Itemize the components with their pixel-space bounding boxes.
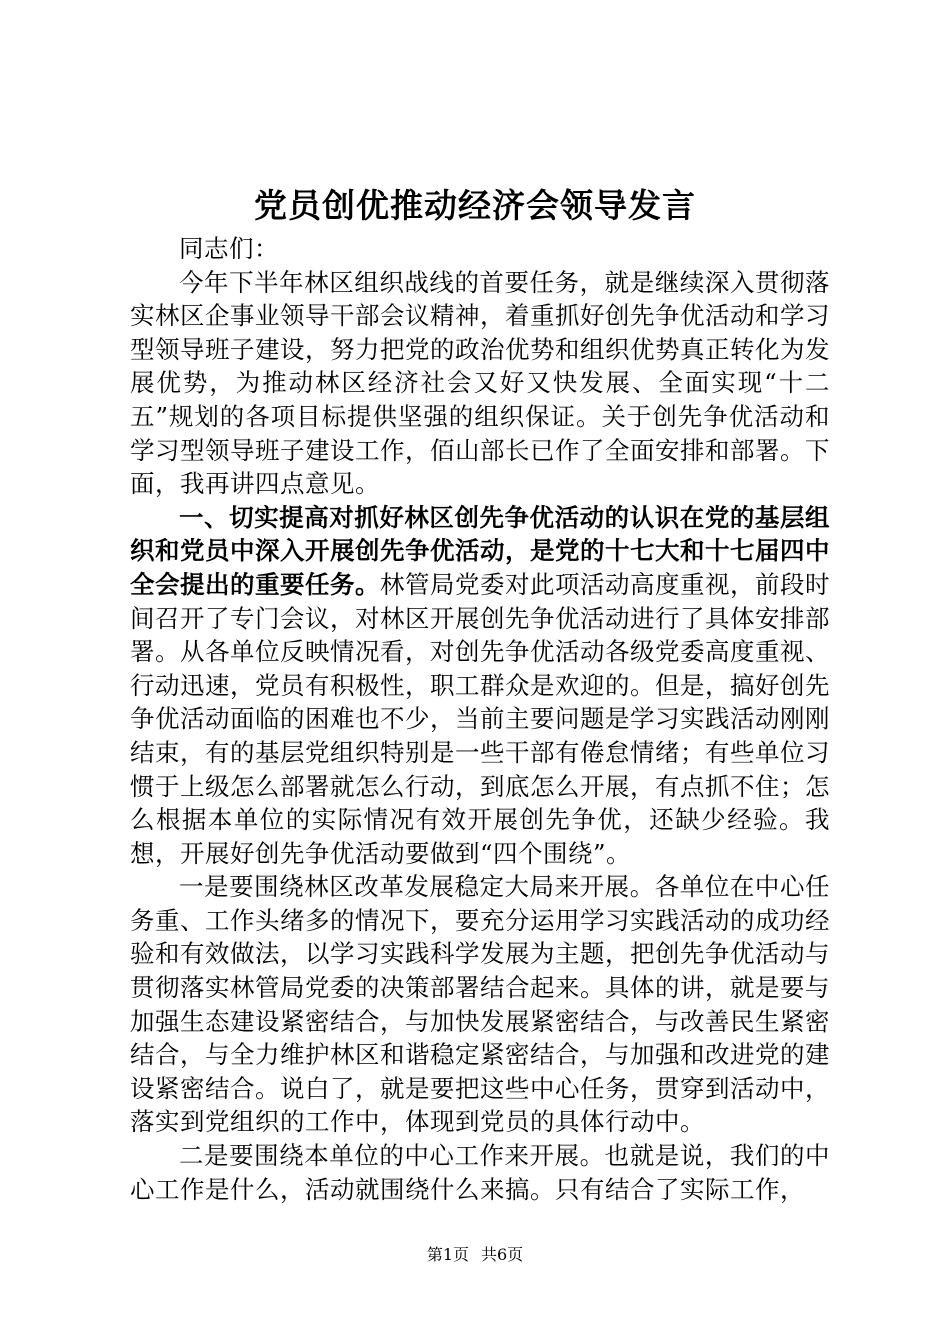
paragraph-point-two: 二是要围绕本单位的中心工作来开展。也就是说，我们的中心工作是什么，活动就围绕什么来搞。只有结合了实际工作， (130, 1141, 830, 1204)
section-one-body: 林管局党委对此项活动高度重视，前段时间召开了专门会议，对林区开展创先争优活动进行了具体安排部署。从各单位反映情况看，对创先争优活动各级党委高度重视、行动迅速，党员有积极性，职工群众是欢迎的。但是，搞好创先争优活动面临的困难也不少，当前主要问题是学习实践活动刚刚结束，有的基层党组织特别是一些干部有倦怠情绪；有些单位习惯于上级怎么部署就怎么行动，到底怎么开展，有点抓不住；怎么根据本单位的实际情况有效开展创先争优，还缺少经验。我想，开展好创先争优活动要做到“四个围绕”。 (130, 569, 830, 868)
section-one-heading: 一、切实提高对抓好林区创先争优活动的认识在党的基层组织和党员中深入开展创先争优活动，是党的十七大和十七届四中全会提出的重要任务。 (130, 502, 830, 599)
paragraph-point-one: 一是要围绕林区改革发展稳定大局来开展。各单位在中心任务重、工作头绪多的情况下，要充分运用学习实践活动的成功经验和有效做法，以学习实践科学发展为主题，把创先争优活动与贯彻落实林管局党委的决策部署结合起来。具体的讲，就是要与加强生态建设紧密结合，与加快发展紧密结合，与改善民生紧密结合，与全力维护林区和谐稳定紧密结合，与加强和改进党的建设紧密结合。说白了，就是要把这些中心任务，贯穿到活动中，落实到党组织的工作中，体现到党员的具体行动中。 (130, 872, 830, 1137)
page-number: 第1页 (426, 1245, 469, 1264)
paragraph-section-one (130, 501, 830, 871)
document-body (130, 232, 830, 1206)
page-footer (0, 1244, 950, 1266)
paragraph-intro: 今年下半年林区组织战线的首要任务，就是继续深入贯彻落实林区企事业领导干部会议精神，着重抓好创先争优活动和学习型领导班子建设，努力把党的政治优势和组织优势真正转化为发展优势，为推动林区经济社会又好又快发展、全面实现“十二五”规划的各项目标提供坚强的组织保证。关于创先争优活动和学习型领导班子建设工作，佰山部长已作了全面安排和部署。下面，我再讲四点意见。 (130, 267, 830, 499)
salutation: 同志们： (179, 234, 279, 263)
page-total: 共6页 (481, 1245, 524, 1264)
document-title: 党员创优推动经济会领导发言 (254, 186, 696, 225)
